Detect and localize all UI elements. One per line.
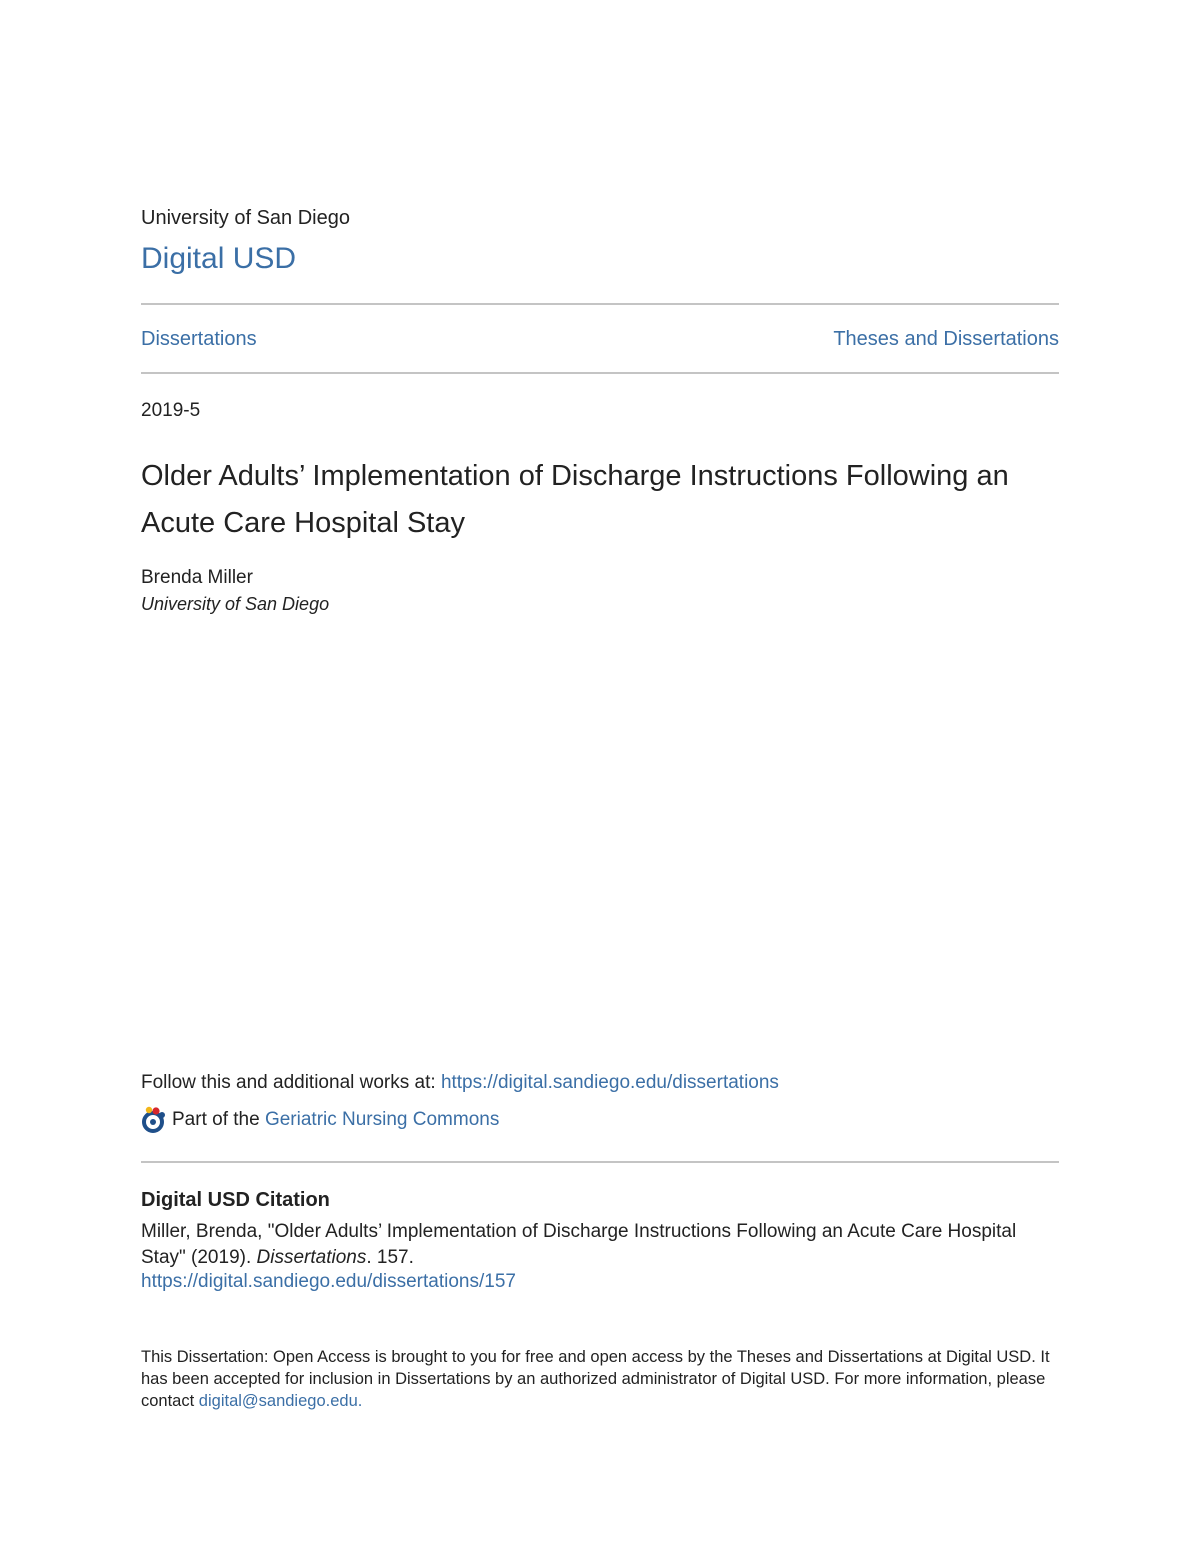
author-affiliation: University of San Diego <box>141 594 330 614</box>
citation-number: . 157. <box>366 1247 414 1268</box>
institution-name: University of San Diego <box>141 207 350 229</box>
divider-top <box>141 303 1059 305</box>
series-link[interactable]: Dissertations <box>141 328 257 350</box>
access-notice <box>141 1346 1059 1412</box>
publication-date: 2019-5 <box>141 400 201 421</box>
network-commons-icon <box>141 1106 167 1134</box>
notice-text: This Dissertation: Open Access is brought to you for free and open access by the Theses and Dissertations at Digital USD. It has been accepted for inclusion in Dissertations by an authorized administrator of Digital USD. For more information, please contact <box>141 1348 1050 1410</box>
citation-heading: Digital USD Citation <box>141 1189 330 1211</box>
notice-end: . <box>357 1392 363 1410</box>
divider-citation <box>141 1161 1059 1163</box>
contact-email-link[interactable]: digital@sandiego.edu <box>198 1392 358 1410</box>
repository-name[interactable]: Digital USD <box>141 242 297 275</box>
part-of-line <box>141 1106 499 1134</box>
follow-line <box>141 1072 779 1094</box>
collection-link[interactable]: Theses and Dissertations <box>833 328 1059 350</box>
follow-prefix: Follow this and additional works at: <box>141 1072 441 1093</box>
citation-series: Dissertations <box>256 1247 367 1268</box>
citation-url-link[interactable]: https://digital.sandiego.edu/dissertations/157 <box>141 1271 516 1292</box>
citation-text <box>141 1219 1059 1271</box>
divider-nav <box>141 372 1059 374</box>
geriatric-nursing-commons-link[interactable]: Geriatric Nursing Commons <box>264 1109 500 1130</box>
follow-url-link[interactable]: https://digital.sandiego.edu/dissertations <box>440 1072 779 1093</box>
author-name: Brenda Miller <box>141 567 253 588</box>
part-of-prefix: Part of the <box>172 1109 265 1130</box>
document-title: Older Adults’ Implementation of Discharge Instructions Following an Acute Care Hospital Stay <box>141 460 1009 539</box>
citation-body: Miller, Brenda, "Older Adults’ Implementation of Discharge Instructions Following an Acute Care Hospital Stay" (2019). <box>141 1221 1017 1268</box>
